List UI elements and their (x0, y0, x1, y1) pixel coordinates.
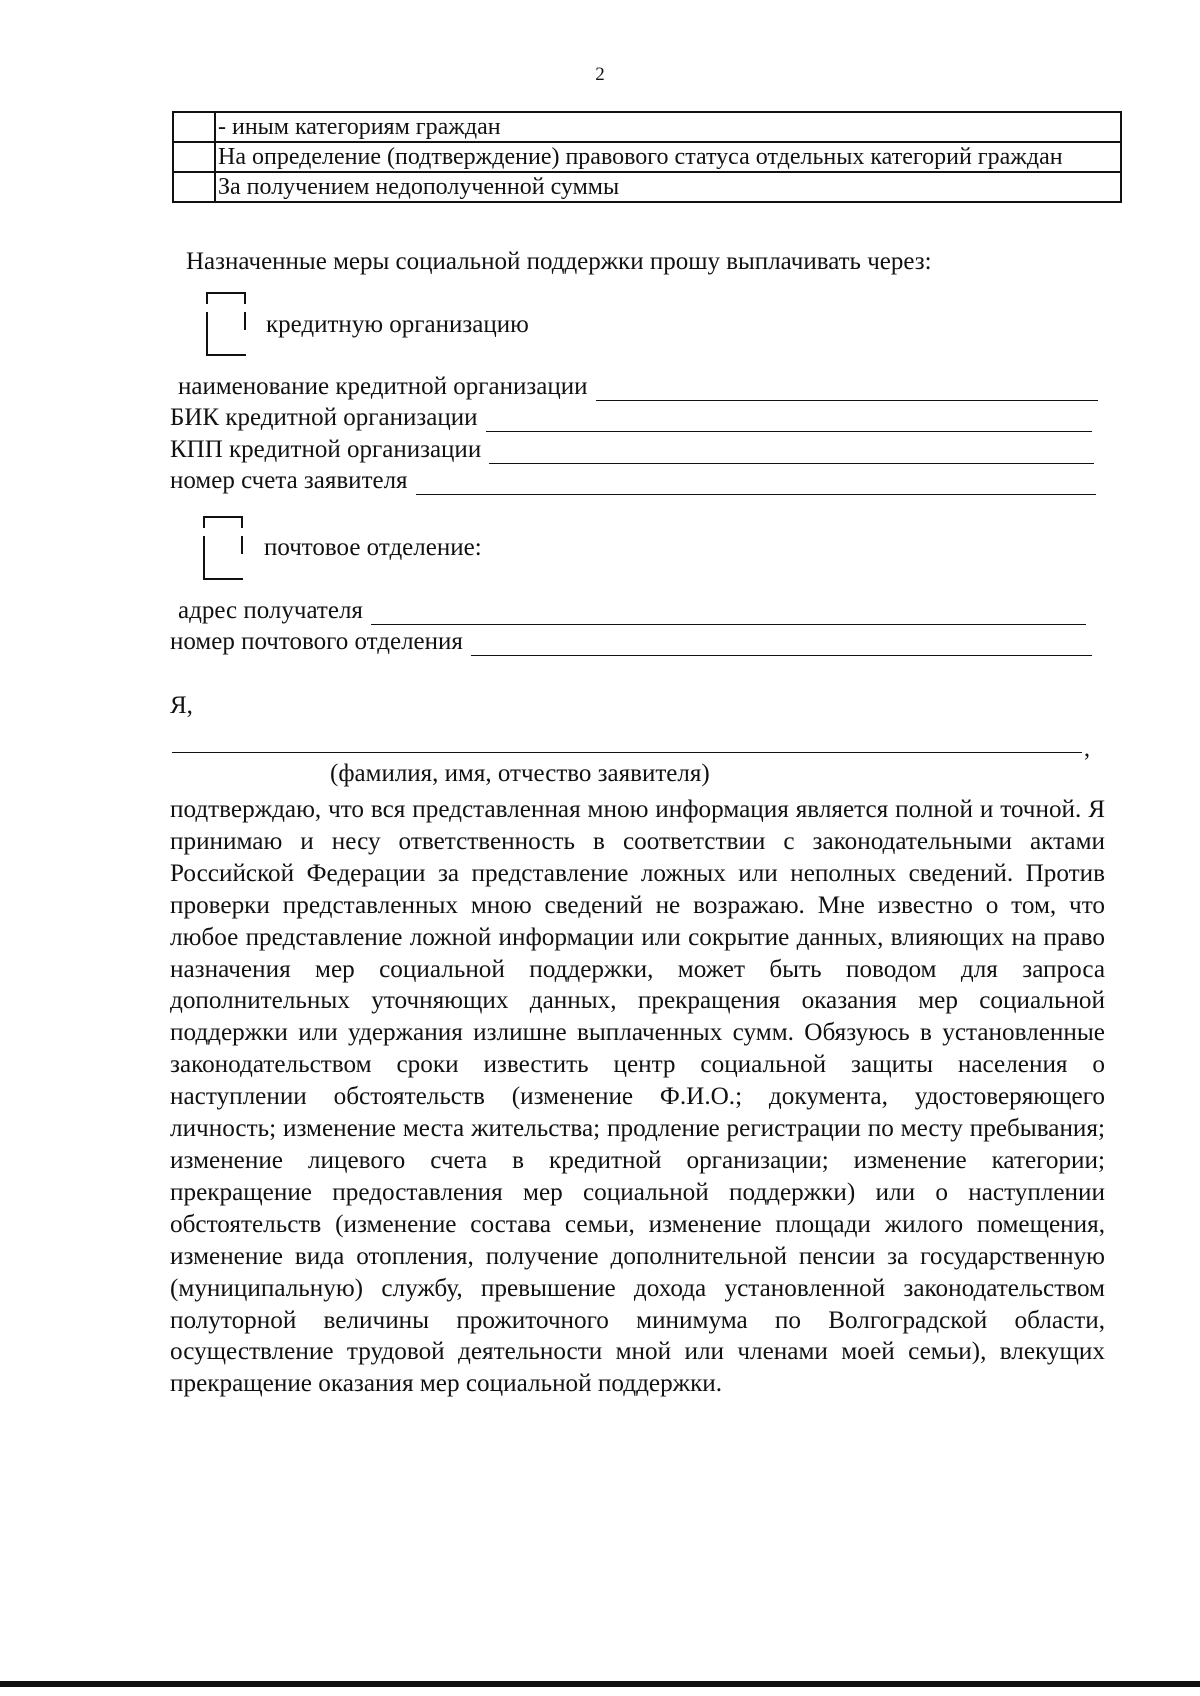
recipient-address-field[interactable] (178, 597, 1086, 625)
kpp-field[interactable] (170, 436, 1094, 464)
checkbox-cell[interactable] (173, 142, 215, 172)
category-text: За получением недополученной суммы (215, 172, 1121, 202)
bank-checkbox[interactable] (206, 292, 246, 356)
applicant-name-field[interactable] (172, 752, 1082, 753)
table-row (173, 172, 1121, 202)
category-text: На определение (подтверждение) правового статуса отдельных категорий граждан (215, 142, 1121, 172)
field-label: номер счета заявителя (170, 467, 408, 494)
category-table (172, 111, 1122, 203)
name-caption: (фамилия, имя, отчество заявителя) (330, 760, 710, 787)
field-label: БИК кредитной организации (170, 404, 478, 431)
field-label: адрес получателя (178, 597, 363, 624)
table-row (173, 112, 1121, 142)
table-row (173, 142, 1121, 172)
scan-edge-rule (0, 1681, 1200, 1687)
post-option-label: почтовое отделение: (264, 534, 482, 561)
category-text: - иным категориям граждан (215, 112, 1121, 142)
field-label: номер почтового отделения (170, 628, 463, 655)
declaration-text: подтверждаю, что вся представленная мною информация является полной и точной. Я принимаю и несу ответственность в соответствии с законодательными актами Российской Федерации за представление ложных или неполных сведений. Против проверки представленных мною сведений не возражаю. Мне известно о том, что любое представление ложной информации или сокрытие данных, влияющих на право назначения мер социальной поддержки, может быть поводом для запроса дополнительных уточняющих данных, прекращения оказания мер социальной поддержки или удержания излишне выплаченных сумм. Обязуюсь в установленные законодательством сроки известить центр социальной защиты населения о наступлении обстоятельств (изменение Ф.И.О.; документа, удостоверяющего личность; изменение места жительства; продление регистрации по месту пребывания; изменение лицевого счета в кредитной организации; изменение категории; прекращение предоставления мер социальной поддержки) или о наступлении обстоятельств (изменение состава семьи, изменение площади жилого помещения, изменение вида отопления, получение дополнительной пенсии за государственную (муниципальную) службу, превышение дохода установленной законодательством полуторной величины прожиточного минимума по Волгоградской области, осуществление трудовой деятельности мной или членами моей семьи), влекущих прекращение оказания мер социальной поддержки. (170, 796, 1105, 1398)
field-label: наименование кредитной организации (178, 373, 588, 400)
name-comma: , (1084, 736, 1090, 762)
bik-field[interactable] (170, 404, 1092, 432)
bank-option-label: кредитную организацию (266, 311, 529, 338)
checkbox-cell[interactable] (173, 112, 215, 142)
payment-heading: Назначенные меры социальной поддержки прошу выплачивать через: (186, 248, 932, 275)
checkbox-cell[interactable] (173, 172, 215, 202)
post-checkbox[interactable] (203, 516, 243, 580)
bank-name-field[interactable] (178, 373, 1098, 401)
declaration-pronoun: Я, (170, 692, 193, 719)
account-number-field[interactable] (170, 467, 1096, 495)
page-number: 2 (595, 64, 605, 85)
field-label: КПП кредитной организации (170, 436, 482, 463)
post-office-number-field[interactable] (170, 628, 1092, 656)
